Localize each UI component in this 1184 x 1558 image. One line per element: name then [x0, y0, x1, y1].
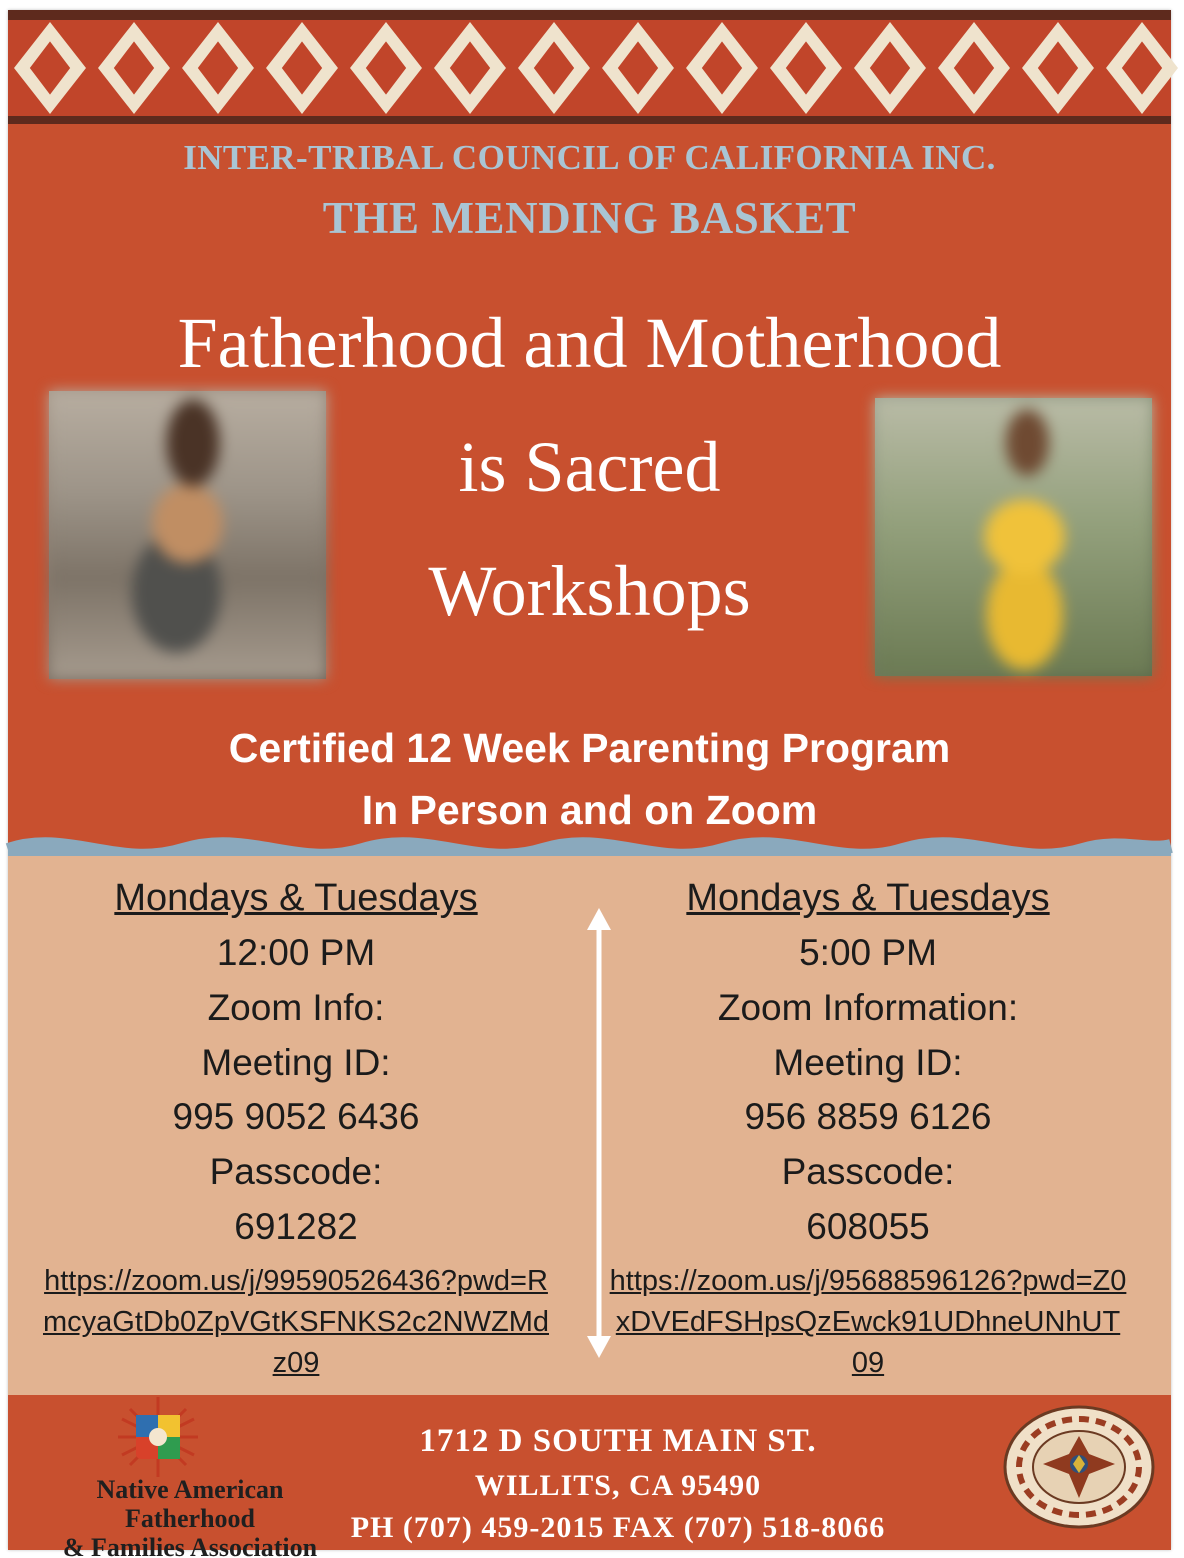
- session-left-zoom-label: Zoom Info:: [207, 986, 385, 1028]
- session-left-passcode: 691282: [234, 1205, 358, 1247]
- program-subtitle: [8, 718, 1171, 841]
- subtitle-line-1: Certified 12 Week Parenting Program: [228, 725, 951, 771]
- footer-address: [308, 1418, 928, 1550]
- session-column-left: [36, 870, 556, 1384]
- session-left-zoom-link[interactable]: https://zoom.us/j/99590526436?pwd=RmcyaGtDb0ZpVGtKSFNKS2c2NWZMdz09: [43, 1264, 549, 1380]
- photo-right-image: [875, 398, 1152, 676]
- nafa-logo: [30, 1395, 350, 1545]
- photo-left-image: [49, 391, 326, 679]
- session-left-days: Mondays & Tuesdays: [114, 877, 478, 919]
- photo-child-left: [49, 391, 326, 679]
- session-right-time: 5:00 PM: [799, 932, 937, 974]
- double-arrow-divider-icon: [581, 908, 617, 1358]
- footer-phone-fax: PH (707) 459-2015 FAX (707) 518-8066: [350, 1511, 886, 1545]
- session-right-zoom-label: Zoom Information:: [717, 986, 1019, 1028]
- session-right-passcode: 608055: [806, 1205, 930, 1247]
- border-stripe-top: [8, 10, 1171, 20]
- title-line-3: Workshops: [428, 550, 751, 631]
- photo-child-right: [875, 398, 1152, 676]
- title-line-2: is Sacred: [458, 426, 721, 507]
- woven-border-decoration: [8, 10, 1171, 124]
- title-line-1: Fatherhood and Motherhood: [177, 303, 1002, 383]
- organization-name: INTER-TRIBAL COUNCIL OF CALIFORNIA INC.: [183, 138, 996, 177]
- border-zigzag-row-bottom: [8, 68, 1171, 114]
- session-right-meeting-id: 956 8859 6126: [744, 1096, 992, 1138]
- program-name: THE MENDING BASKET: [322, 193, 857, 243]
- session-right-passcode-label: Passcode:: [781, 1151, 955, 1193]
- footer-address-line-1: 1712 D SOUTH MAIN ST.: [419, 1423, 817, 1459]
- session-right-meeting-id-label: Meeting ID:: [773, 1041, 963, 1083]
- session-left-time: 12:00 PM: [216, 932, 376, 974]
- session-left-meeting-id-label: Meeting ID:: [201, 1041, 391, 1083]
- flyer-canvas: [8, 10, 1171, 1550]
- basket-seal-logo: [1003, 1402, 1155, 1532]
- subtitle-line-2: In Person and on Zoom: [361, 786, 818, 833]
- session-right-zoom-link[interactable]: https://zoom.us/j/95688596126?pwd=Z0xDVEdFSHpsQzEwck91UDhneUNhUT09: [609, 1264, 1127, 1380]
- border-stripe-bottom: [8, 116, 1171, 124]
- footer-address-line-2: WILLITS, CA 95490: [474, 1468, 762, 1502]
- border-zigzag-row-top: [8, 22, 1171, 68]
- session-column-right: [608, 870, 1128, 1384]
- session-left-meeting-id: 995 9052 6436: [172, 1096, 420, 1138]
- nafa-logo-line-1: Native American Fatherhood: [96, 1475, 284, 1534]
- session-right-days: Mondays & Tuesdays: [686, 877, 1050, 919]
- session-left-passcode-label: Passcode:: [209, 1151, 383, 1193]
